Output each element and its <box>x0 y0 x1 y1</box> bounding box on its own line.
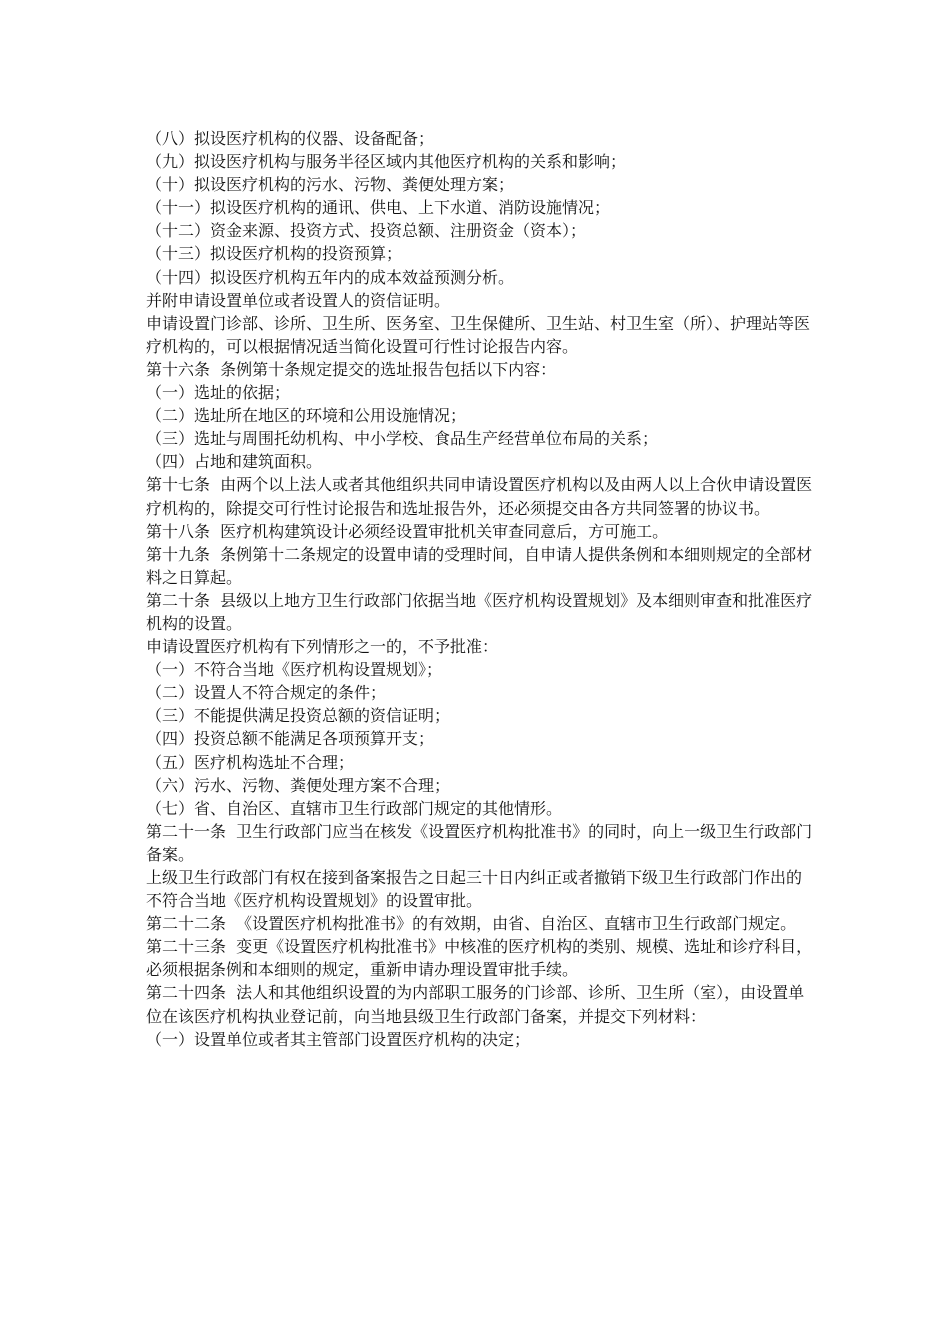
rejection-item-3: （三）不能提供满足投资总额的资信证明； <box>146 706 451 726</box>
article-21: 第二十一条 卫生行政部门应当在核发《设置医疗机构批准书》的同时，向上一级卫生行政部门备案。 <box>146 821 813 864</box>
article-16-item-4: （四）占地和建筑面积。 <box>146 452 323 472</box>
article-16: 第十六条 条例第十条规定提交的选址报告包括以下内容： <box>146 359 557 379</box>
article-17: 第十七条 由两个以上法人或者其他组织共同申请设置医疗机构以及由两人以上合伙申请设置医疗机构的，除提交可行性讨论报告和选址报告外，还必须提交由各方共同签署的协议书。 <box>146 475 813 518</box>
simplified-report-paragraph: 申请设置门诊部、诊所、卫生所、医务室、卫生保健所、卫生站、村卫生室（所）、护理站等医疗机构的，可以根据情况适当简化设置可行性讨论报告内容。 <box>146 313 811 356</box>
rejection-item-1: （一）不符合当地《医疗机构设置规划》； <box>146 660 443 680</box>
article-21-paragraph-2: 上级卫生行政部门有权在接到备案报告之日起三十日内纠正或者撤销下级卫生行政部门作出的不符合当地《医疗机构设置规划》的设置审批。 <box>146 868 803 911</box>
article-22: 第二十二条 《设置医疗机构批准书》的有效期，由省、自治区、直辖市卫生行政部门规定。 <box>146 914 797 934</box>
rejection-item-7: （七）省、自治区、直辖市卫生行政部门规定的其他情形。 <box>146 798 563 818</box>
item-14-cost-benefit: （十四）拟设医疗机构五年内的成本效益预测分析。 <box>146 267 515 287</box>
item-12-funding: （十二）资金来源、投资方式、投资总额、注册资金（资本）； <box>146 221 587 241</box>
item-10-waste: （十）拟设医疗机构的污水、污物、粪便处理方案； <box>146 175 515 195</box>
rejection-item-4: （四）投资总额不能满足各项预算开支； <box>146 729 435 749</box>
article-24: 第二十四条 法人和其他组织设置的为内部职工服务的门诊部、诊所、卫生所（室），由设置单位在该医疗机构执业登记前，向当地县级卫生行政部门备案，并提交下列材料： <box>146 983 805 1026</box>
article-16-item-3: （三）选址与周围托幼机构、中小学校、食品生产经营单位布局的关系； <box>146 429 659 449</box>
document-body <box>146 127 814 1051</box>
credit-proof-paragraph: 并附申请设置单位或者设置人的资信证明。 <box>146 290 451 310</box>
article-19: 第十九条 条例第十二条规定的设置申请的受理时间，自申请人提供条例和本细则规定的全部材料之日算起。 <box>146 544 813 587</box>
rejection-item-6: （六）污水、污物、粪便处理方案不合理； <box>146 775 451 795</box>
article-20: 第二十条 县级以上地方卫生行政部门依据当地《医疗机构设置规划》及本细则审查和批准医疗机构的设置。 <box>146 590 813 633</box>
article-24-item-1: （一）设置单位或者其主管部门设置医疗机构的决定； <box>146 1029 531 1049</box>
item-9-relations: （九）拟设医疗机构与服务半径区域内其他医疗机构的关系和影响； <box>146 152 627 172</box>
item-13-budget: （十三）拟设医疗机构的投资预算； <box>146 244 403 264</box>
rejection-intro: 申请设置医疗机构有下列情形之一的，不予批准： <box>146 637 499 657</box>
article-18: 第十八条 医疗机构建筑设计必须经设置审批机关审查同意后，方可施工。 <box>146 521 669 541</box>
article-16-item-1: （一）选址的依据； <box>146 383 291 403</box>
item-11-facilities: （十一）拟设医疗机构的通讯、供电、上下水道、消防设施情况； <box>146 198 611 218</box>
article-16-item-2: （二）选址所在地区的环境和公用设施情况； <box>146 406 467 426</box>
article-23: 第二十三条 变更《设置医疗机构批准书》中核准的医疗机构的类别、规模、选址和诊疗科目，必须根据条例和本细则的规定，重新申请办理设置审批手续。 <box>146 937 813 980</box>
item-8-equipment: （八）拟设医疗机构的仪器、设备配备； <box>146 129 435 148</box>
rejection-item-5: （五）医疗机构选址不合理； <box>146 752 355 772</box>
rejection-item-2: （二）设置人不符合规定的条件； <box>146 683 387 703</box>
